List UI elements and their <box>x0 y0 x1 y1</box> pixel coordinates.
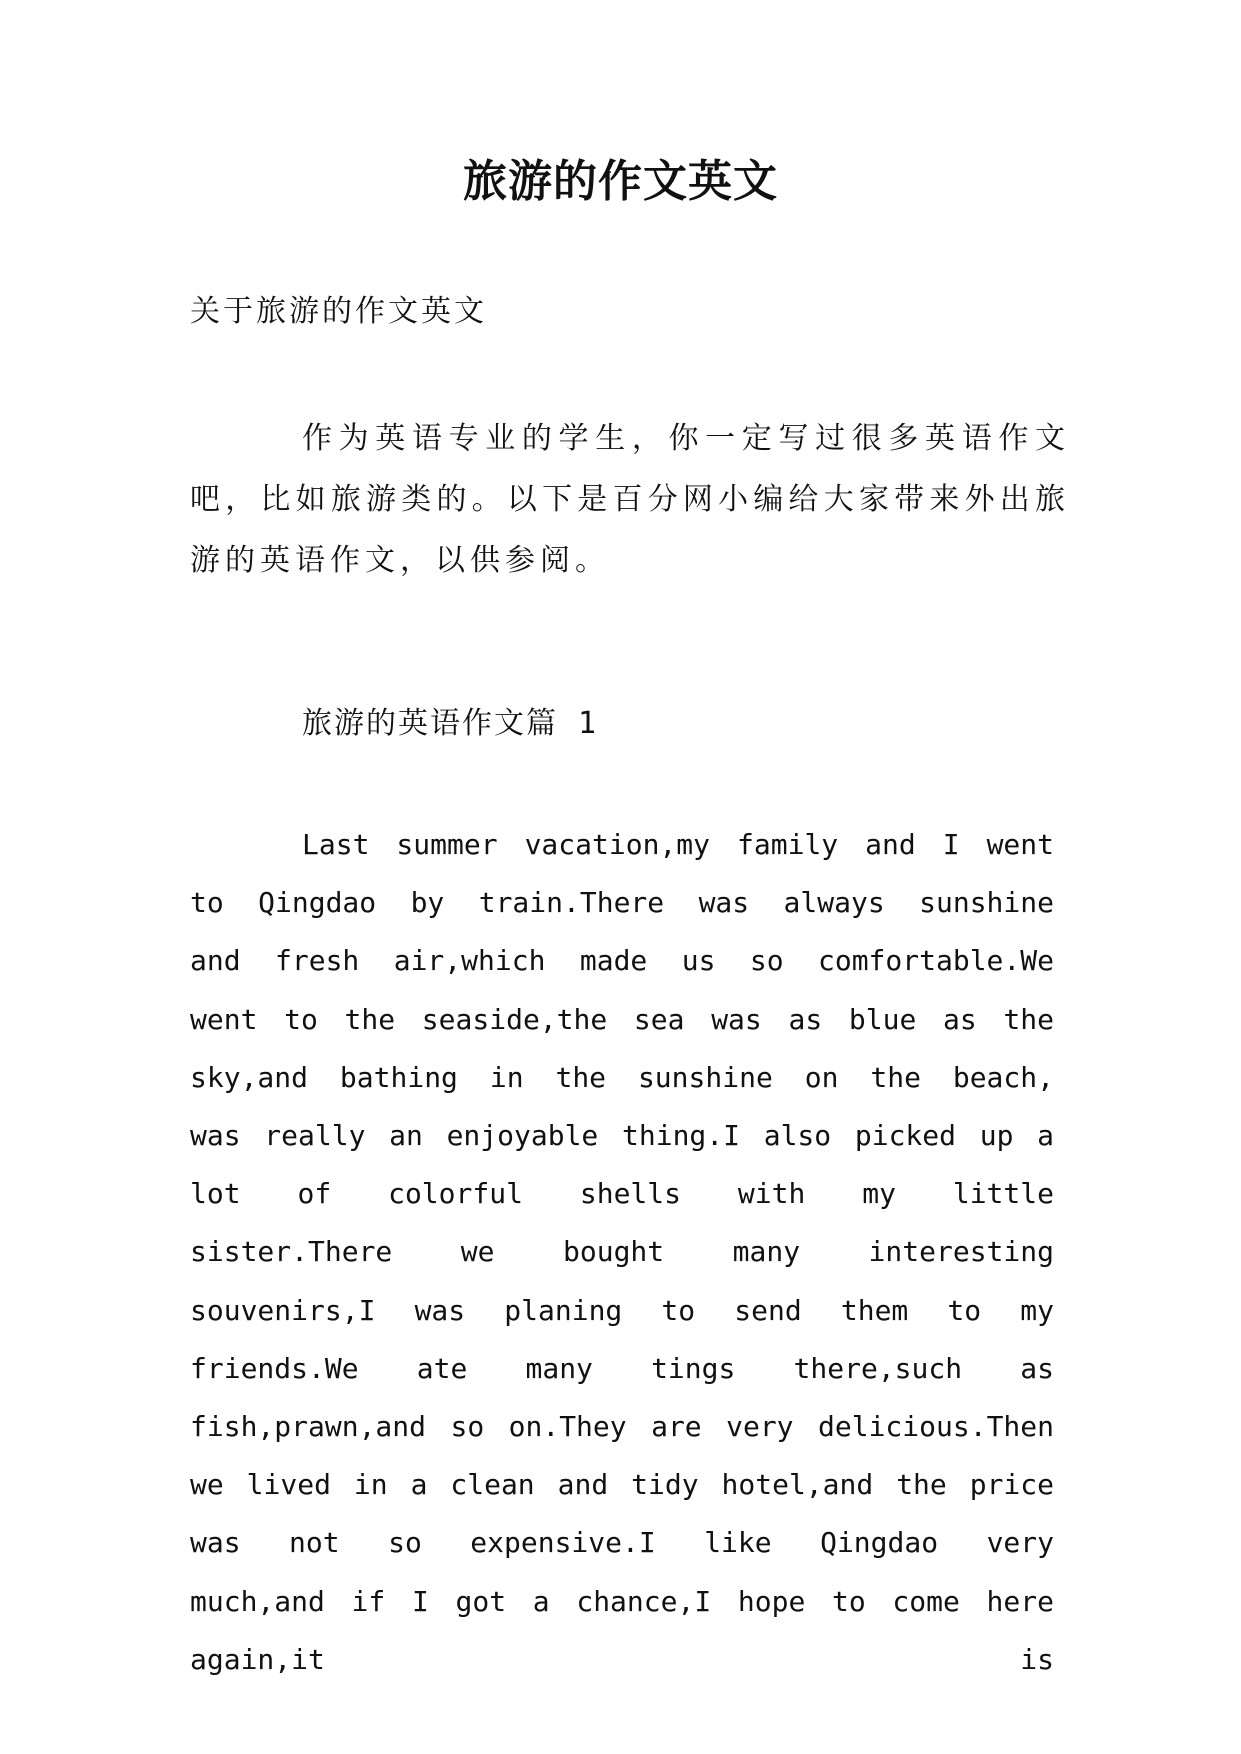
section-heading: 旅游的英语作文篇 1 <box>302 706 599 741</box>
essay-paragraph: Last summer vacation,my family and I went to Qingdao by train.There was always sunshine and fresh air,which made us so comfortable.We went to the seaside,the sea was as blue as the sky,and bathing in the sunshine on the beach, was really an enjoyable thing.I also picked up a lot of colorful shells with my little sister.There we bought many interesting souvenirs,I was planing to send them to my friends.We ate many tings there,such as fish,prawn,and so on.They are very delicious.Then we lived in a clean and tidy hotel,and the price was not so expensive.I like Qingdao very much,and if I got a chance,I hope to come here again,it is <box>190 828 1054 1676</box>
document-subtitle: 关于旅游的作文英文 <box>190 294 487 329</box>
intro-paragraph: 作为英语专业的学生，你一定写过很多英语作文吧，比如旅游类的。以下是百分网小编给大家带来外出旅游的英语作文，以供参阅。 <box>190 421 1070 578</box>
document-title: 旅游的作文英文 <box>463 156 778 207</box>
